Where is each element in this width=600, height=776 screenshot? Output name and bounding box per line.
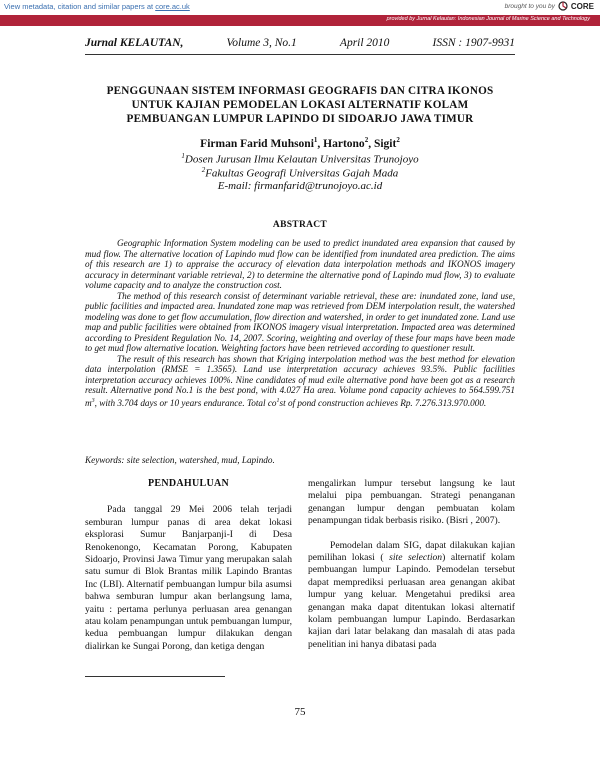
affiliation-2-text: Fakultas Geografi Universitas Gajah Mada <box>205 167 399 180</box>
journal-volume: Volume 3, No.1 <box>226 37 297 49</box>
author-list <box>70 136 530 150</box>
core-metadata-link[interactable] <box>4 2 190 11</box>
body-column-right <box>308 478 515 651</box>
author-3-sup: 2 <box>396 136 400 144</box>
abstract-p3-part-c: st of pond construction achieves Rp. 7.276.313.970.000. <box>279 397 487 408</box>
affiliation-1-sup: 1 <box>181 152 185 160</box>
affiliation-2-sup: 2 <box>201 166 206 174</box>
provided-by-bar <box>0 15 600 26</box>
author-sep-1: , <box>317 137 324 150</box>
abstract-body <box>85 238 515 408</box>
journal-name: Jurnal KELAUTAN, <box>85 37 184 49</box>
abstract-p3-part-a: The result of this research has shown that Kriging interpolation method was the best method for elevation data interpolation (RMSE = 1.3565). Land use interpretation accuracy achieves 93.5%. Public facilities interpretation accuracy achieves 100%. Nine candidates of mud exile alternative pond have been got as a research result. Alternative pond No.1 is the best pond, with 4.027 Ha area. Volume pond capacity achieves to 564.599.751 m <box>85 353 515 408</box>
header-rule <box>85 54 515 55</box>
affiliation-1-text: Dosen Jurusan Ilmu Kelautan Universitas Trunojoyo <box>184 153 419 166</box>
author-email: E-mail: firmanfarid@trunojoyo.ac.id <box>217 180 383 192</box>
core-logo-text: CORE <box>570 1 594 11</box>
author-3: Sigit <box>373 137 397 150</box>
journal-header <box>85 37 515 49</box>
abstract-paragraph-2: The method of this research consist of determinant variable retrieval, these are: inundated zone, land use, public facilities and impacted area. Inundated zone map was retrieved from DEM interpolation result, the watershed modeling was done to get flow accumulation, flow direction and watershed, in order to get inundated zone. Land use map and public facilities were obtained from IKONOS imagery visual interpretation. Impacted area was determined according to President Regulation No. 14, 2007. Scoring, weighting and overlay of these four maps have been made to get mud flow alternative location. Weighting factors have been retrieved according to questioner result. <box>85 290 515 353</box>
abstract-p3-part-b: , with 3.704 days or 10 years endurance. Total co <box>94 397 277 408</box>
core-banner <box>0 0 600 14</box>
title-line-3: PEMBUANGAN LUMPUR LAPINDO DI SIDOARJO JAWA TIMUR <box>126 113 474 125</box>
page-number: 75 <box>294 706 306 718</box>
core-logo-icon <box>558 1 568 11</box>
affiliation-1 <box>70 152 530 166</box>
journal-date: April 2010 <box>339 37 390 49</box>
journal-issn: ISSN : 1907-9931 <box>432 37 515 49</box>
core-link-domain[interactable]: core.ac.uk <box>155 2 190 11</box>
body-paragraph-right-2 <box>308 540 515 652</box>
abstract-paragraph-3: The result of this research has shown that Kriging interpolation method was the best method for elevation data interpolation (RMSE = 1.3565). Land use interpretation accuracy achieves 93.5%. Public facilities interpretation accuracy achieves 100%. Nine candidates of mud exile alternative pond have been got as a research result. Alternative pond No.1 is the best pond, with 4.027 Ha area. Volume pond capacity achieves to 564.599.751 $m^3$, with 3.704 days or 10 years endurance. Total $co^1st$ of pond construction achieves Rp. 7.276.313.970.000. <box>85 353 515 408</box>
author-2: Hartono <box>323 137 365 150</box>
author-1: Firman Farid Muhsoni <box>200 137 314 150</box>
author-sep-2: , <box>368 137 374 150</box>
body-paragraph-left-1: Pada tanggal 29 Mei 2006 telah terjadi semburan lumpur panas di area dekat lokasi eksplorasi Sumur Banjarpanji-I di Desa Renokenongo, Kecamatan Porong, Kabupaten Sidoarjo, Provinsi Jawa Timur yang merupakan salah satu sumur di Blok Brantas milik Lapindo Brantas Inc (LBI). Alternatif pembuangan lumpur bila asumsi bahwa semburan lumpur akan berlangsung lama, yaitu : pertama perlunya perluasan area genangan atau kolam penampungan untuk pembuangan lumpur, kedua pembuangan lumpur dilakukan dengan dialirkan ke Sungai Porong, dan ketiga dengan <box>85 504 292 652</box>
author-1-sup: 1 <box>313 136 318 144</box>
footnote-rule <box>85 676 225 677</box>
title-line-2: UNTUK KAJIAN PEMODELAN LOKASI ALTERNATIF KOLAM <box>131 99 469 111</box>
right-p2-part-a: Pemodelan dalam SIG, dapat dilakukan kajian pemilihan lokasi ( <box>308 539 515 564</box>
abstract-heading: ABSTRACT <box>272 220 328 230</box>
body-column-left <box>85 478 292 653</box>
title-line-1: PENGGUNAAN SISTEM INFORMASI GEOGRAFIS DAN CITRA IKONOS <box>106 85 494 97</box>
provided-by-text[interactable]: provided by Jurnal Kelautan: Indonesian Journal of Marine Science and Technology <box>386 16 590 22</box>
abstract-p3-sup: 3 <box>91 397 95 404</box>
author-2-sup: 2 <box>364 136 369 144</box>
brought-by-text: brought to you by <box>504 2 555 10</box>
abstract-paragraph-1: Geographic Information System modeling can be used to predict inundated area expansion that caused by mud flow. The alternative location of Lapindo mud flow can be identified from inundated area prediction. The aims of this research are 1) to appraise the accuracy of elevation data interpolation methods and IKONOS imagery accuracy in determinant variable retrieval, 2) to determine the alternative pond of Lapindo mud flow, 3) to evaluate volume capacity and to analyze the construction cost. <box>85 238 515 290</box>
right-p2-emphasis: site selection <box>389 552 443 564</box>
paper-title <box>70 84 530 126</box>
core-link-text[interactable]: View metadata, citation and similar papers at <box>4 2 156 11</box>
keywords: Keywords: site selection, watershed, mud, Lapindo. <box>85 455 275 465</box>
section-heading: PENDAHULUAN <box>147 478 230 489</box>
right-p2-part-b: ) alternatif kolam pembuangan lumpur Lapindo. Pemodelan tersebut dapat memprediksi perluasan area genangan akibat lumpur yang keluar. Mengetahui prediksi area genangan maka dapat ditentukan lokasi alternatif kolam pembuangan lumpur Lapindo. Berdasarkan kajian dari latar belakang dan masalah di atas pada penelitian ini hanya dibatasi pada <box>308 552 515 650</box>
affiliation-2 <box>70 166 530 180</box>
body-paragraph-right-1: mengalirkan lumpur tersebut langsung ke laut melalui pipa pembuangan. Strategi penanganan genangan lumpur dengan pembuatan kolam penampungan tidak berbasis risiko. (Bisri , 2007). <box>308 478 515 527</box>
core-brought-by[interactable] <box>505 1 594 11</box>
